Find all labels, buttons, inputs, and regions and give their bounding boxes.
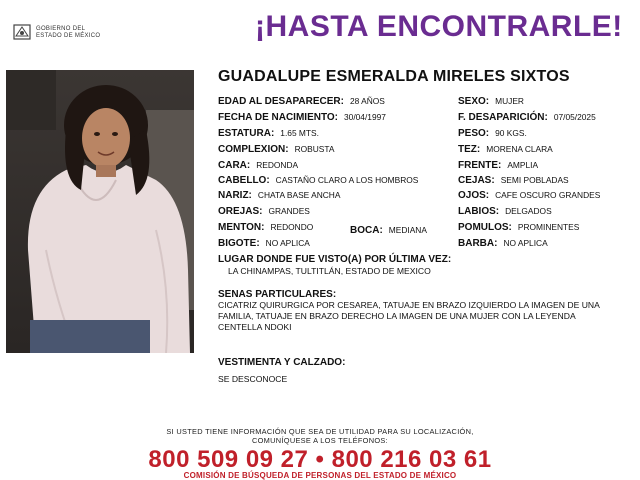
field-complexion [218, 143, 334, 156]
field-boca [350, 224, 427, 237]
field-barba [458, 237, 548, 250]
footer-note-line-2: COMUNÍQUESE A LOS TELÉFONOS: [252, 436, 388, 445]
field-label: OREJAS: [218, 206, 263, 217]
marks-title: SENAS PARTICULARES: [218, 289, 337, 300]
field-value: REDONDO [270, 222, 314, 232]
field-value: SEMI POBLADAS [500, 175, 569, 185]
field-label: LABIOS: [458, 206, 500, 217]
field-value: CASTAÑO CLARO A LOS HOMBROS [275, 175, 419, 185]
field-value: REDONDA [256, 160, 299, 170]
field-estatura [218, 127, 319, 140]
field-label: FRENTE: [458, 160, 502, 171]
field-label: CEJAS: [458, 175, 495, 186]
field-label: BOCA: [350, 225, 383, 236]
gov-line-2: ESTADO DE MÉXICO [36, 33, 101, 39]
field-sexo [458, 95, 524, 108]
government-name [36, 26, 100, 40]
field-nacimiento [218, 111, 386, 124]
field-orejas [218, 205, 310, 218]
field-value: CAFE OSCURO GRANDES [495, 190, 601, 200]
field-pomulos [458, 221, 579, 234]
field-label: F. DESAPARICIÓN: [458, 112, 548, 123]
field-cabello [218, 174, 418, 187]
field-label: ESTATURA: [218, 128, 275, 139]
field-menton [218, 221, 313, 234]
field-value: ROBUSTA [294, 144, 335, 154]
field-label: NARIZ: [218, 190, 252, 201]
field-label: BARBA: [458, 238, 498, 249]
field-label: FECHA DE NACIMIENTO: [218, 112, 338, 123]
footer-note-line-1: SI USTED TIENE INFORMACIÓN QUE SEA DE UTILIDAD PARA SU LOCALIZACIÓN, [166, 427, 474, 436]
field-value: GRANDES [268, 206, 310, 216]
field-label: CABELLO: [218, 175, 270, 186]
last-seen-text: LA CHINAMPAS, TULTITLÁN, ESTADO DE MEXICO [228, 266, 431, 276]
field-label: OJOS: [458, 190, 490, 201]
field-nariz [218, 189, 340, 202]
field-value: MEDIANA [388, 225, 427, 235]
field-label: CARA: [218, 160, 251, 171]
headline: ¡HASTA ENCONTRARLE! [255, 10, 623, 43]
field-label: BIGOTE: [218, 238, 260, 249]
person-name: GUADALUPE ESMERALDA MIRELES SIXTOS [218, 68, 570, 85]
field-label: PESO: [458, 128, 490, 139]
field-cara [218, 159, 298, 172]
field-value: CHATA BASE ANCHA [257, 190, 341, 200]
field-value: NO APLICA [265, 238, 310, 248]
marks-text: CICATRIZ QUIRURGICA POR CESAREA, TATUAJE EN BRAZO IZQUIERDO LA IMAGEN DE UNA FAMILIA, TATUAJE EN BRAZO DERECHO LA IMAGEN DE UNA MUJER CON LA LEYENDA CENTELLA NDOKI [218, 300, 600, 332]
field-value: 1.65 MTS. [280, 128, 319, 138]
field-label: TEZ: [458, 144, 481, 155]
field-bigote [218, 237, 310, 250]
field-label: EDAD AL DESAPARECER: [218, 96, 344, 107]
field-value: MORENA CLARA [486, 144, 553, 154]
missing-person-photo [6, 70, 194, 353]
field-desaparicion [458, 111, 596, 124]
field-value: MUJER [495, 96, 524, 106]
field-value: PROMINENTES [517, 222, 580, 232]
field-value: AMPLIA [507, 160, 539, 170]
field-label: POMULOS: [458, 222, 512, 233]
field-ojos [458, 189, 600, 202]
field-value: DELGADOS [505, 206, 552, 216]
field-value: 07/05/2025 [553, 112, 596, 122]
field-edad [218, 95, 385, 108]
state-emblem-icon [12, 22, 32, 42]
clothing-text: SE DESCONOCE [218, 374, 288, 384]
last-seen-title: LUGAR DONDE FUE VISTO(A) POR ÚLTIMA VEZ: [218, 254, 452, 265]
field-tez [458, 143, 553, 156]
government-logo [12, 22, 112, 44]
clothing-title: VESTIMENTA Y CALZADO: [218, 357, 346, 368]
field-peso [458, 127, 527, 140]
gov-line-1: GOBIERNO DEL [36, 26, 86, 32]
field-labios [458, 205, 552, 218]
field-label: COMPLEXION: [218, 144, 289, 155]
field-label: SEXO: [458, 96, 490, 107]
field-value: NO APLICA [503, 238, 548, 248]
field-value: 28 AÑOS [349, 96, 385, 106]
phone-numbers[interactable]: 800 509 09 27 • 800 216 03 61 [148, 446, 492, 473]
field-cejas [458, 174, 569, 187]
field-label: MENTON: [218, 222, 265, 233]
commission-name: COMISIÓN DE BÚSQUEDA DE PERSONAS DEL ESTADO DE MÉXICO [183, 471, 457, 480]
field-value: 90 KGS. [495, 128, 527, 138]
field-frente [458, 159, 538, 172]
field-value: 30/04/1997 [344, 112, 386, 122]
